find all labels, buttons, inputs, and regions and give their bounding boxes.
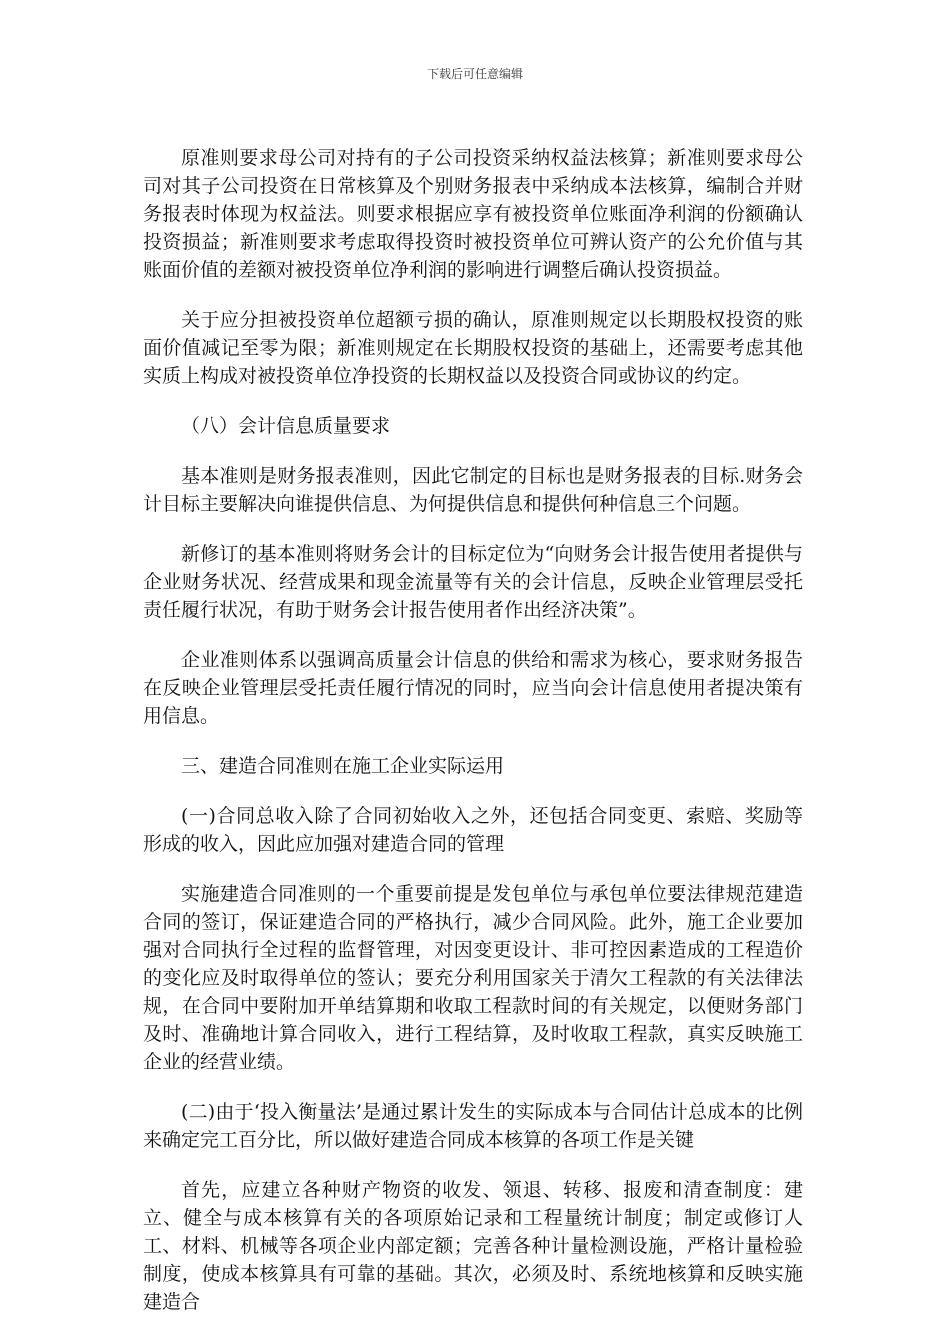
paragraph-input-measure: (二)由于‘投入衡量法’是通过累计发生的实际成本与合同估计总成本的比例来确定完工百分比，所以做好建造合同成本核算的各项工作是关键: [143, 1101, 803, 1151]
paragraph-contract-management: 实施建造合同准则的一个重要前提是发包单位与承包单位要法律规范建造合同的签订，保证建造合同的严格执行，减少合同风险。此外，施工企业要加强对合同执行全过程的监督管理，对因变更设计、非可控因素造成的工程造价的变化应及时取得单位的签认；要充分利用国家关于清欠工程款的有关法律法规，在合同中要附加开单结算期和收取工程款时间的有关规定，以便财务部门及时、准确地计算合同收入，进行工程结算，及时收取工程款，真实反映施工企业的经营业绩。: [143, 883, 803, 1073]
document-body: [143, 144, 803, 1338]
section-heading-info-quality: （八）会计信息质量要求: [181, 415, 391, 437]
header-note: 下载后可任意编辑: [426, 67, 523, 81]
paragraph-contract-revenue: (一)合同总收入除了合同初始收入之外，还包括合同变更、索赔、奖励等形成的收入，因此应加强对建造合同的管理: [143, 805, 803, 855]
paragraph-excess-loss: 关于应分担被投资单位超额亏损的确认，原准则规定以长期股权投资的账面价值减记至零为限；新准则规定在长期股权投资的基础上，还需要考虑其他实质上构成对被投资单位净投资的长期权益以及投资合同或协议的约定。: [143, 309, 803, 387]
paragraph-basic-standard: 基本准则是财务报表准则，因此它制定的目标也是财务报表的目标.财务会计目标主要解决向谁提供信息、为何提供信息和提供何种信息三个问题。: [143, 465, 803, 515]
paragraph-info-supply: 企业准则体系以强调高质量会计信息的供给和需求为核心，要求财务报告在反映企业管理层受托责任履行情况的同时，应当向会计信息使用者提决策有用信息。: [143, 649, 803, 727]
paragraph-equity-method: 原准则要求母公司对持有的子公司投资采纳权益法核算；新准则要求母公司对其子公司投资在日常核算及个别财务报表中采纳成本法核算，编制合并财务报表时体现为权益法。则要求根据应享有被投资单位账面净利润的份额确认投资损益；新准则要求考虑取得投资时被投资单位可辨认资产的公允价值与其账面价值的差额对被投资单位净利润的影响进行调整后确认投资损益。: [143, 147, 803, 281]
section-heading-construction-contract: 三、建造合同准则在施工企业实际运用: [181, 755, 505, 777]
paragraph-cost-accounting: 首先，应建立各种财产物资的收发、领退、转移、报废和清查制度：建立、健全与成本核算有关的各项原始记录和工程量统计制度；制定或修订人工、材料、机械等各项企业内部定额；完善各种计量检测设施，严格计量检验制度，使成本核算具有可靠的基础。其次，必须及时、系统地核算和反映实施建造合: [143, 1179, 803, 1313]
paragraph-accounting-objective: 新修订的基本准则将财务会计的目标定位为“向财务会计报告使用者提供与企业财务状况、经营成果和现金流量等有关的会计信息，反映企业管理层受托责任履行状况，有助于财务会计报告使用者作出经济决策”。: [143, 543, 803, 621]
